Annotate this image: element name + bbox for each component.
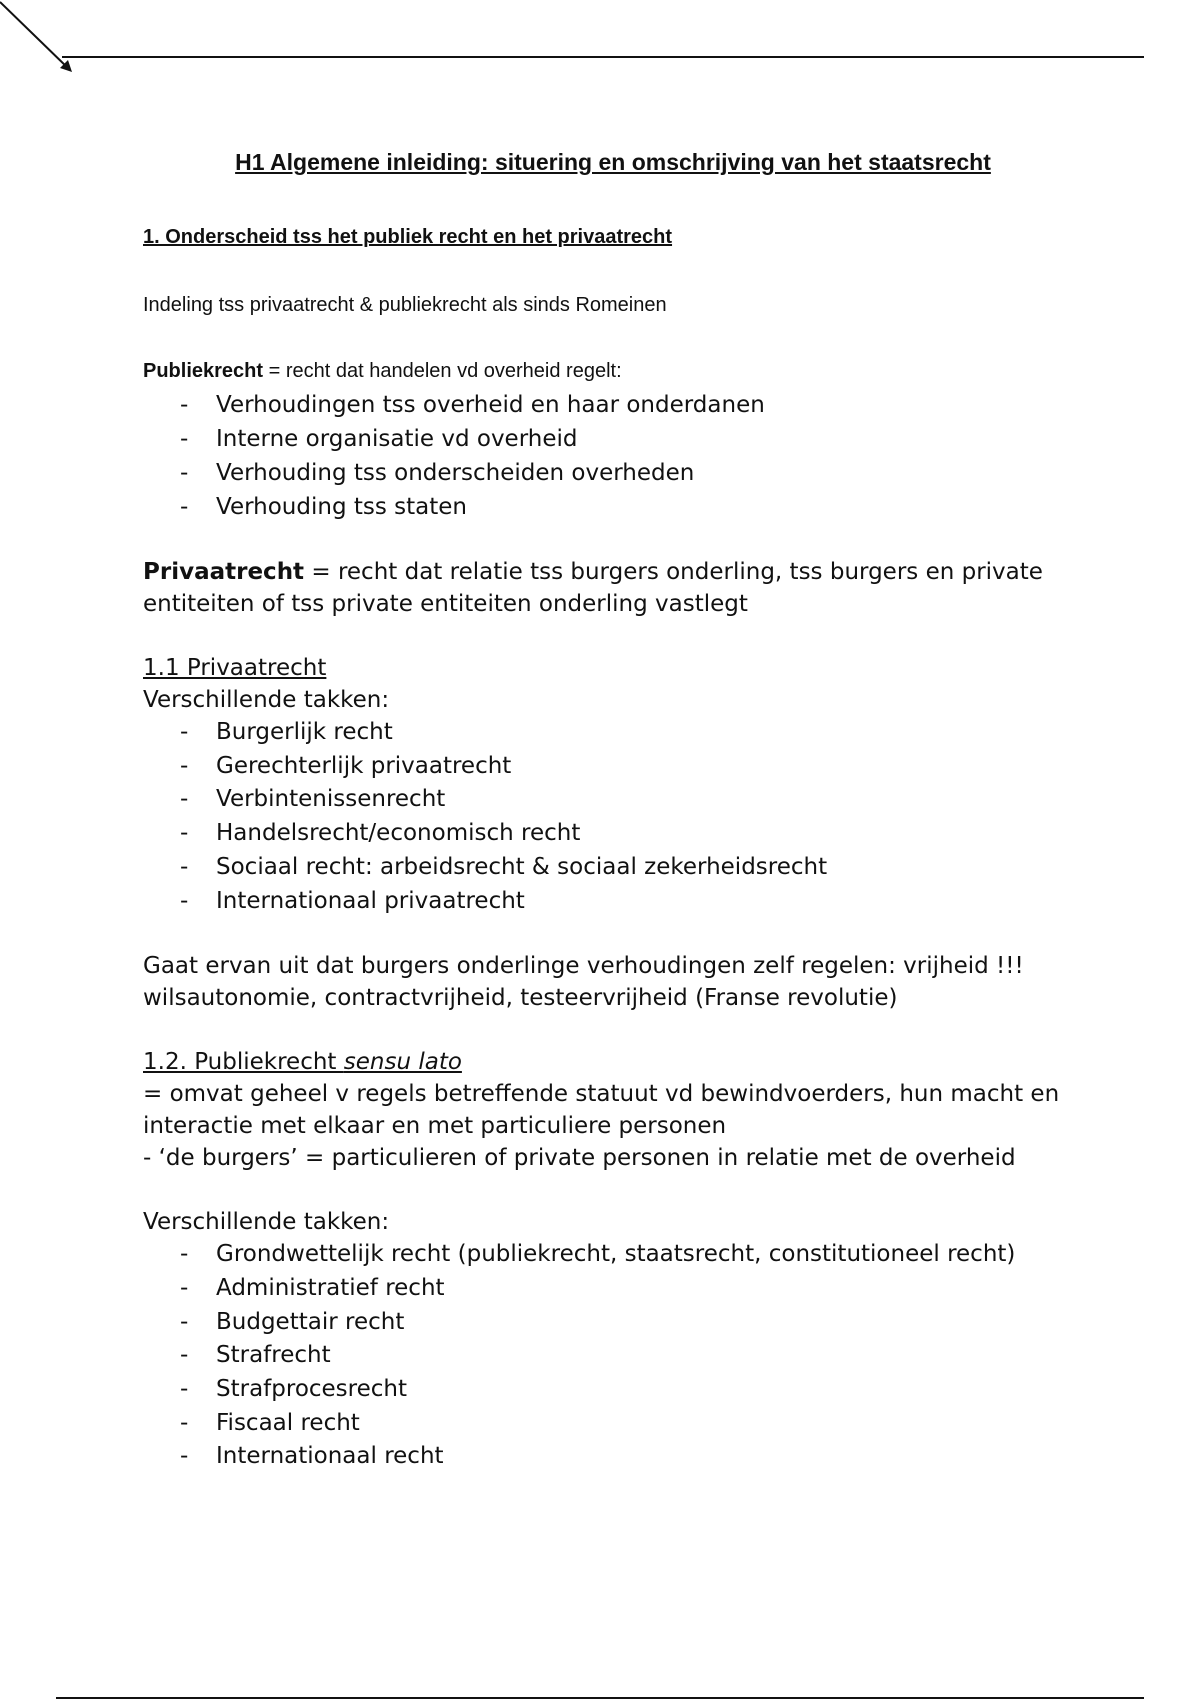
- publiekrecht-list-item: [143, 456, 1083, 490]
- footer-rule: [56, 1697, 1144, 1699]
- document-page: [143, 140, 1083, 1474]
- list-dash-marker: -: [180, 820, 189, 847]
- publiekrecht-list-item: [143, 422, 1083, 456]
- publiekrecht-branch-item: [143, 1306, 1083, 1340]
- page-title: H1 Algemene inleiding: situering en omschrijving van het staatsrecht: [235, 149, 991, 175]
- publiekrecht-list-item-text: Interne organisatie vd overheid: [216, 426, 578, 452]
- section-1-intro: Indeling tss privaatrecht & publiekrecht als sinds Romeinen: [143, 294, 667, 316]
- publiekrecht-branch-item: [143, 1373, 1083, 1407]
- privaatrecht-branches-list: [143, 716, 1083, 918]
- privaatrecht-branch-item-text: Internationaal privaatrecht: [216, 887, 525, 914]
- list-dash-marker: -: [180, 460, 189, 486]
- list-dash-marker: -: [180, 752, 189, 779]
- header-rule: [62, 56, 1144, 58]
- publiekrecht-list-item: [143, 490, 1083, 524]
- list-dash-marker: -: [180, 1241, 189, 1268]
- section-1-1-heading: 1.1 Privaatrecht: [143, 655, 327, 681]
- section-1-2-heading: [143, 1046, 1083, 1078]
- list-dash-marker: -: [180, 1443, 189, 1470]
- publiekrecht-branch-item-text: Fiscaal recht: [216, 1409, 360, 1436]
- list-dash-marker: -: [180, 1274, 189, 1301]
- corner-arrow-icon: [0, 0, 80, 80]
- list-dash-marker: -: [180, 1308, 189, 1335]
- section-1-1-note: Gaat ervan uit dat burgers onderlinge verhoudingen zelf regelen: vrijheid !!! wilsautonomie, contractvrijheid, testeervrijheid (Franse revolutie): [143, 953, 1024, 1012]
- publiekrecht-branch-item-text: Administratief recht: [216, 1274, 445, 1301]
- section-1-1-lead: Verschillende takken:: [143, 687, 390, 713]
- publiekrecht-list-item: [143, 388, 1083, 422]
- publiekrecht-branch-item: [143, 1272, 1083, 1306]
- list-dash-marker: -: [180, 786, 189, 813]
- publiekrecht-branch-item: [143, 1339, 1083, 1373]
- publiekrecht-branch-item-text: Internationaal recht: [216, 1443, 444, 1470]
- privaatrecht-branch-item-text: Sociaal recht: arbeidsrecht & sociaal zekerheidsrecht: [216, 853, 828, 880]
- section-1-2-definition: = omvat geheel v regels betreffende statuut vd bewindvoerders, hun macht en interactie met elkaar en met particuliere personen: [143, 1081, 1060, 1140]
- publiekrecht-branches-list: [143, 1238, 1083, 1474]
- privaatrecht-branch-item-text: Verbintenissenrecht: [216, 786, 446, 813]
- list-dash-marker: -: [180, 426, 189, 452]
- section-1-2-heading-italic: sensu lato: [343, 1049, 462, 1076]
- publiekrecht-list-item-text: Verhouding tss staten: [216, 494, 467, 520]
- publiekrecht-list: [143, 388, 1083, 524]
- publiekrecht-branch-item: [143, 1407, 1083, 1441]
- privaatrecht-branch-item: [143, 716, 1083, 750]
- list-dash-marker: -: [180, 853, 189, 880]
- privaatrecht-def-text: = recht dat relatie tss burgers onderling, tss burgers en private entiteiten of tss private entiteiten onderling vastlegt: [143, 559, 1043, 617]
- privaatrecht-term: Privaatrecht: [143, 559, 305, 585]
- privaatrecht-branch-item: [143, 750, 1083, 784]
- privaatrecht-branch-item: [143, 851, 1083, 885]
- publiekrecht-branch-item: [143, 1440, 1083, 1474]
- publiekrecht-branch-item: [143, 1238, 1083, 1272]
- section-1-heading: 1. Onderscheid tss het publiek recht en het privaatrecht: [143, 226, 673, 248]
- publiekrecht-branch-item-text: Strafprocesrecht: [216, 1376, 408, 1403]
- list-dash-marker: -: [180, 494, 189, 520]
- privaatrecht-definition: [143, 556, 1083, 620]
- privaatrecht-branch-item: [143, 817, 1083, 851]
- list-dash-marker: -: [180, 392, 189, 418]
- publiekrecht-list-item-text: Verhouding tss onderscheiden overheden: [216, 460, 695, 486]
- publiekrecht-term: Publiekrecht: [143, 360, 264, 382]
- privaatrecht-branch-item: [143, 885, 1083, 919]
- publiekrecht-list-item-text: Verhoudingen tss overheid en haar onderdanen: [216, 392, 765, 418]
- publiekrecht-branch-item-text: Budgettair recht: [216, 1308, 405, 1335]
- section-1-2-lead: Verschillende takken:: [143, 1209, 390, 1236]
- privaatrecht-branch-item-text: Burgerlijk recht: [216, 719, 393, 745]
- list-dash-marker: -: [180, 1376, 189, 1403]
- list-dash-marker: -: [180, 719, 189, 745]
- section-1-2-burgers: - ‘de burgers’ = particulieren of private personen in relatie met de overheid: [143, 1145, 1016, 1172]
- publiekrecht-def-text: = recht dat handelen vd overheid regelt:: [263, 360, 622, 382]
- list-dash-marker: -: [180, 887, 189, 914]
- section-1-2-heading-prefix: 1.2. Publiekrecht: [143, 1049, 344, 1076]
- publiekrecht-branch-item-text: Strafrecht: [216, 1342, 331, 1369]
- list-dash-marker: -: [180, 1409, 189, 1436]
- publiekrecht-definition: [143, 358, 1083, 384]
- list-dash-marker: -: [180, 1342, 189, 1369]
- privaatrecht-branch-item-text: Gerechterlijk privaatrecht: [216, 752, 512, 779]
- privaatrecht-branch-item-text: Handelsrecht/economisch recht: [216, 820, 581, 847]
- publiekrecht-branch-item-text: Grondwettelijk recht (publiekrecht, staatsrecht, constitutioneel recht): [216, 1241, 1016, 1268]
- privaatrecht-branch-item: [143, 783, 1083, 817]
